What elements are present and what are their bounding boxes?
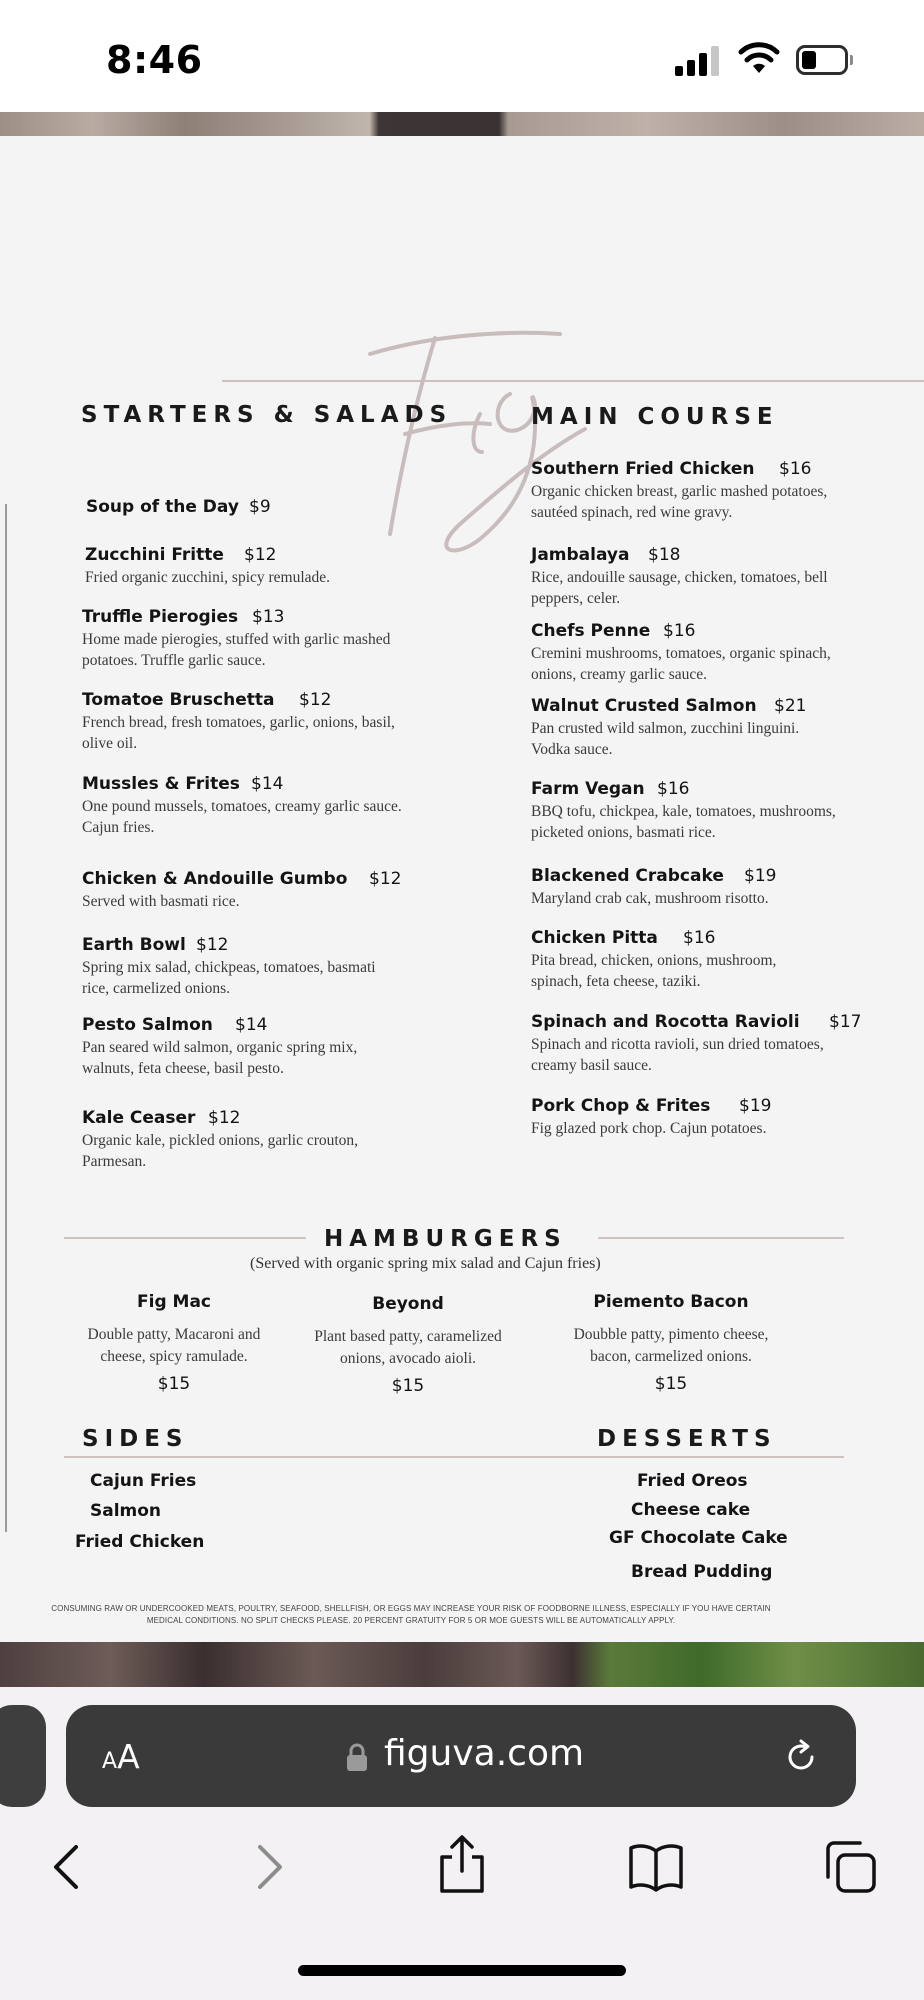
item-price: $12 — [208, 1108, 241, 1128]
item-name: Jambalaya — [531, 545, 630, 565]
hamburgers-divider-right — [598, 1237, 844, 1239]
item-price: $16 — [657, 779, 690, 799]
menu-item — [531, 1012, 861, 1076]
text-size-big-label: A — [117, 1737, 140, 1776]
burger-price: $15 — [654, 1374, 688, 1394]
disclaimer-line: MEDICAL CONDITIONS. NO SPLIT CHECKS PLEASE. 20 PERCENT GRATUITY FOR 5 OR MOE GUESTS WILL BE AUTOMATICALLY APPLY. — [146, 1616, 676, 1625]
item-price: $13 — [252, 607, 285, 627]
item-price: $9 — [249, 497, 271, 517]
item-description: Fig glazed pork chop. Cajun potatoes. — [531, 1120, 767, 1137]
dessert-item: Fried Oreos — [637, 1471, 748, 1491]
item-name: Chicken Pitta — [531, 928, 658, 948]
item-price: $12 — [299, 690, 332, 710]
dessert-item: Bread Pudding — [631, 1562, 773, 1582]
menu-page — [0, 136, 924, 1642]
menu-item — [531, 866, 851, 909]
burger-item — [298, 1294, 518, 1396]
item-description: Spinach and ricotta ravioli, sun dried tomatoes, creamy basil sauce. — [531, 1036, 824, 1074]
item-name: Soup of the Day — [86, 497, 239, 517]
dessert-item: GF Chocolate Cake — [609, 1528, 788, 1548]
item-price: $17 — [829, 1012, 862, 1032]
wood-background-strip — [0, 1642, 924, 1687]
burger-name: Beyond — [372, 1294, 444, 1314]
item-description: Home made pierogies, stuffed with garlic mashed potatoes. Truffle garlic sauce. — [82, 631, 391, 669]
sides-title: SIDES — [82, 1426, 189, 1452]
item-price: $21 — [774, 696, 807, 716]
item-price: $16 — [683, 928, 716, 948]
menu-item — [82, 690, 402, 754]
item-description: One pound mussels, tomatoes, creamy garlic sauce. Cajun fries. — [82, 798, 402, 836]
menu-item — [82, 1108, 402, 1172]
item-name: Chefs Penne — [531, 621, 651, 641]
item-name: Earth Bowl — [82, 935, 186, 955]
item-description: Cremini mushrooms, tomatoes, organic spinach, onions, creamy garlic sauce. — [531, 645, 831, 683]
item-name: Pork Chop & Frites — [531, 1096, 711, 1116]
back-icon[interactable] — [40, 1839, 96, 1895]
text-size-button[interactable] — [102, 1737, 140, 1776]
side-item: Salmon — [90, 1501, 162, 1521]
status-bar — [0, 0, 924, 112]
tabs-icon[interactable] — [822, 1839, 878, 1895]
item-name: Pesto Salmon — [82, 1015, 213, 1035]
menu-item — [82, 935, 382, 999]
item-price: $12 — [244, 545, 277, 565]
menu-item — [82, 607, 412, 671]
hamburgers-divider-left — [64, 1237, 306, 1239]
fig-logo — [360, 324, 590, 564]
item-name: Kale Ceaser — [82, 1108, 196, 1128]
burger-price: $15 — [391, 1376, 425, 1396]
burger-description: Plant based patty, caramelized onions, avocado aioli. — [314, 1328, 502, 1367]
wifi-icon — [738, 40, 780, 76]
desserts-title: DESSERTS — [597, 1426, 777, 1452]
menu-item — [531, 1096, 861, 1139]
bookmarks-icon[interactable] — [628, 1839, 684, 1895]
menu-item — [531, 696, 831, 760]
share-icon[interactable] — [434, 1833, 490, 1895]
hamburgers-title: HAMBURGERS — [324, 1226, 567, 1252]
item-price: $19 — [744, 866, 777, 886]
item-description: BBQ tofu, chickpea, kale, tomatoes, mushrooms, picketed onions, basmati rice. — [531, 803, 836, 841]
item-price: $14 — [251, 774, 284, 794]
item-description: Organic kale, pickled onions, garlic crouton, Parmesan. — [82, 1132, 359, 1170]
burger-item — [560, 1292, 782, 1394]
burger-name: Piemento Bacon — [593, 1292, 749, 1312]
menu-item — [531, 459, 871, 523]
item-description: Maryland crab cak, mushroom risotto. — [531, 890, 769, 907]
battery-icon — [796, 45, 852, 75]
burger-price: $15 — [157, 1374, 191, 1394]
disclaimer-line: CONSUMING RAW OR UNDERCOOKED MEATS, POULTRY, SEAFOOD, SHELLFISH, OR EGGS MAY INCREASE YOUR RISK OF FOODBORNE ILLNESS, ESPECIALLY IF YOU HAVE CERTAIN — [51, 1604, 771, 1613]
text-size-small-label: A — [102, 1749, 118, 1774]
item-description: Served with basmati rice. — [82, 893, 240, 910]
item-description: Organic chicken breast, garlic mashed potatoes, sautéed spinach, red wine gravy. — [531, 483, 828, 521]
item-description: Fried organic zucchini, spicy remulade. — [85, 569, 331, 586]
menu-item — [82, 1015, 402, 1079]
sides-desserts-divider — [64, 1456, 844, 1458]
previous-tab-preview[interactable] — [0, 1705, 46, 1807]
item-price: $12 — [369, 869, 402, 889]
item-price: $14 — [235, 1015, 268, 1035]
item-name: Zucchini Fritte — [85, 545, 224, 565]
reload-icon[interactable] — [781, 1737, 821, 1777]
forward-icon[interactable] — [240, 1839, 296, 1895]
item-name: Southern Fried Chicken — [531, 459, 755, 479]
item-name: Farm Vegan — [531, 779, 645, 799]
status-time: 8:46 — [106, 38, 203, 82]
side-item: Fried Chicken — [75, 1532, 205, 1552]
menu-item — [82, 774, 402, 838]
url-text[interactable]: figuva.com — [384, 1733, 585, 1774]
item-name: Chicken & Andouille Gumbo — [82, 869, 348, 889]
item-name: Truffle Pierogies — [82, 607, 239, 627]
menu-item — [531, 928, 831, 992]
burger-description: Doubble patty, pimento cheese, bacon, carmelized onions. — [573, 1326, 769, 1365]
main-course-title: MAIN COURSE — [531, 404, 779, 430]
item-description: Rice, andouille sausage, chicken, tomatoes, bell peppers, celer. — [531, 569, 828, 607]
item-price: $12 — [196, 935, 229, 955]
item-description: French bread, fresh tomatoes, garlic, onions, basil, olive oil. — [82, 714, 395, 752]
starters-title: STARTERS & SALADS — [81, 402, 453, 428]
item-name: Blackened Crabcake — [531, 866, 724, 886]
menu-item — [531, 621, 831, 685]
item-price: $18 — [648, 545, 681, 565]
menu-item — [86, 497, 271, 517]
dessert-item: Cheese cake — [631, 1500, 751, 1520]
lock-icon — [346, 1742, 368, 1772]
item-price: $19 — [739, 1096, 772, 1116]
item-description: Pita bread, chicken, onions, mushroom, spinach, feta cheese, taziki. — [531, 952, 777, 990]
menu-item — [531, 779, 851, 843]
burger-name: Fig Mac — [137, 1292, 211, 1312]
item-price: $16 — [663, 621, 696, 641]
menu-left-border — [5, 504, 7, 1532]
item-name: Tomatoe Bruschetta — [82, 690, 275, 710]
burger-description: Double patty, Macaroni and cheese, spicy ramulade. — [87, 1326, 261, 1365]
item-name: Walnut Crusted Salmon — [531, 696, 757, 716]
item-description: Pan crusted wild salmon, zucchini linguini. Vodka sauce. — [531, 720, 800, 758]
item-name: Mussles & Frites — [82, 774, 240, 794]
menu-item — [82, 869, 412, 912]
browser-toolbar — [0, 1687, 924, 2000]
menu-item — [85, 545, 415, 588]
item-name: Spinach and Rocotta Ravioli — [531, 1012, 800, 1032]
item-price: $16 — [779, 459, 812, 479]
disclaimer — [26, 1603, 796, 1627]
hamburgers-note: (Served with organic spring mix salad and Cajun fries) — [250, 1255, 601, 1272]
cellular-signal-icon — [675, 44, 723, 76]
burger-item — [72, 1292, 276, 1394]
wood-background-strip — [0, 112, 924, 136]
menu-item — [531, 545, 841, 609]
item-description: Spring mix salad, chickpeas, tomatoes, basmati rice, carmelized onions. — [82, 959, 376, 997]
address-bar[interactable] — [66, 1705, 856, 1807]
item-description: Pan seared wild salmon, organic spring mix, walnuts, feta cheese, basil pesto. — [82, 1039, 358, 1077]
side-item: Cajun Fries — [90, 1471, 197, 1491]
home-indicator — [298, 1965, 626, 1976]
